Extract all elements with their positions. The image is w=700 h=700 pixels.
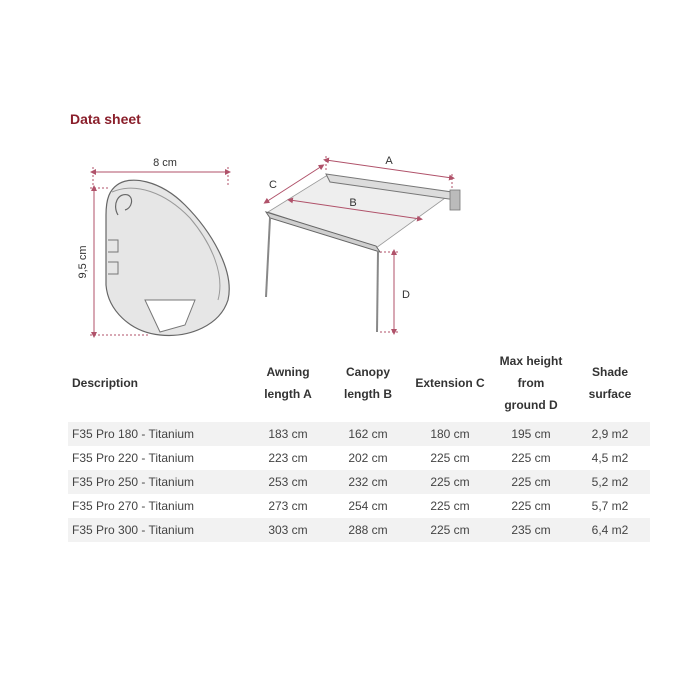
cell-awning-length: 273 cm bbox=[248, 494, 328, 518]
header-shade-surface: Shade surface bbox=[588, 365, 632, 401]
cell-max-height: 225 cm bbox=[492, 470, 570, 494]
cell-extension: 225 cm bbox=[408, 518, 492, 542]
table-row bbox=[68, 494, 650, 518]
table-header-row bbox=[68, 346, 650, 422]
cell-awning-length: 223 cm bbox=[248, 446, 328, 470]
cell-description: F35 Pro 220 - Titanium bbox=[68, 446, 248, 470]
profile-width-label: 8 cm bbox=[153, 157, 177, 169]
cell-canopy-length: 162 cm bbox=[328, 422, 408, 446]
cell-canopy-length: 254 cm bbox=[328, 494, 408, 518]
cell-max-height: 195 cm bbox=[492, 422, 570, 446]
cell-description: F35 Pro 300 - Titanium bbox=[68, 518, 248, 542]
cell-shade-surface: 5,2 m2 bbox=[570, 470, 650, 494]
dimension-b-label: B bbox=[349, 197, 357, 209]
dimension-a-label: A bbox=[385, 155, 393, 167]
cell-extension: 225 cm bbox=[408, 446, 492, 470]
page-title: Data sheet bbox=[70, 111, 141, 127]
cell-canopy-length: 232 cm bbox=[328, 470, 408, 494]
cell-shade-surface: 6,4 m2 bbox=[570, 518, 650, 542]
cell-max-height: 225 cm bbox=[492, 494, 570, 518]
header-awning-length: Awning length A bbox=[264, 365, 312, 401]
cell-canopy-length: 288 cm bbox=[328, 518, 408, 542]
cell-awning-length: 183 cm bbox=[248, 422, 328, 446]
cell-shade-surface: 2,9 m2 bbox=[570, 422, 650, 446]
profile-cross-section bbox=[106, 180, 229, 335]
cell-description: F35 Pro 180 - Titanium bbox=[68, 422, 248, 446]
table-row bbox=[68, 518, 650, 542]
cell-extension: 180 cm bbox=[408, 422, 492, 446]
dimension-c-label: C bbox=[269, 179, 277, 191]
awning-perspective bbox=[266, 174, 460, 332]
cell-awning-length: 253 cm bbox=[248, 470, 328, 494]
cell-extension: 225 cm bbox=[408, 470, 492, 494]
cell-awning-length: 303 cm bbox=[248, 518, 328, 542]
specs-table bbox=[68, 346, 650, 542]
header-max-height: Max height from ground D bbox=[499, 354, 563, 412]
header-canopy-length: Canopy length B bbox=[344, 365, 392, 401]
cell-description: F35 Pro 250 - Titanium bbox=[68, 470, 248, 494]
dimension-d bbox=[380, 252, 398, 332]
profile-height-label: 9,5 cm bbox=[77, 245, 89, 279]
awning-diagram bbox=[0, 0, 700, 345]
cell-canopy-length: 202 cm bbox=[328, 446, 408, 470]
header-extension: Extension C bbox=[415, 376, 485, 390]
table-row bbox=[68, 470, 650, 494]
cell-shade-surface: 4,5 m2 bbox=[570, 446, 650, 470]
table-row bbox=[68, 446, 650, 470]
cell-max-height: 235 cm bbox=[492, 518, 570, 542]
cell-shade-surface: 5,7 m2 bbox=[570, 494, 650, 518]
cell-max-height: 225 cm bbox=[492, 446, 570, 470]
profile-width-dimension bbox=[93, 167, 228, 186]
cell-extension: 225 cm bbox=[408, 494, 492, 518]
dimension-d-label: D bbox=[402, 289, 410, 301]
cell-description: F35 Pro 270 - Titanium bbox=[68, 494, 248, 518]
table-row bbox=[68, 422, 650, 446]
header-description: Description bbox=[72, 376, 139, 390]
